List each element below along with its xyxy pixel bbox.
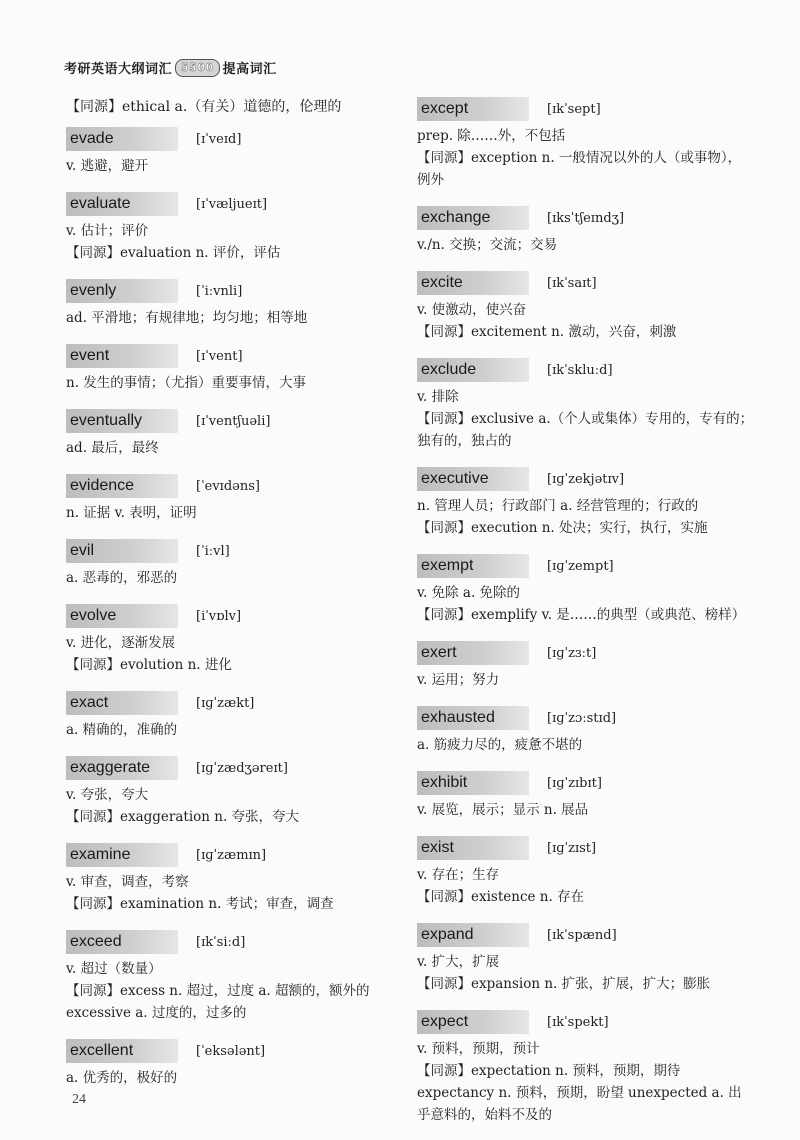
definition-line: a. 优秀的，极好的 xyxy=(66,1070,178,1086)
entry-headword-row xyxy=(417,466,757,492)
entry-headword-row xyxy=(66,408,396,434)
header-badge: 5500 xyxy=(175,59,220,77)
phonetic: [ɪɡˈzempt] xyxy=(547,558,614,574)
entry-headword-row xyxy=(66,1038,396,1064)
phonetic: [ɪkˈsiːd] xyxy=(196,934,246,950)
entry-headword-row xyxy=(66,603,396,629)
headword: evade xyxy=(66,127,178,151)
definition-line: 【同源】exclusive a.（个人或集体）专用的，专有的； xyxy=(417,411,754,427)
phonetic: [ˈevɪdəns] xyxy=(196,478,260,494)
definition-line: 【同源】execution n. 处决；实行，执行，实施 xyxy=(417,520,708,536)
vocab-entry xyxy=(66,473,396,524)
vocab-entry xyxy=(66,278,396,329)
headword: evolve xyxy=(66,604,178,628)
headword: eventually xyxy=(66,409,178,433)
right-entry-list xyxy=(417,96,757,1126)
definition-line: n. 发生的事情；（尤指）重要事情，大事 xyxy=(66,375,307,391)
headword: expect xyxy=(417,1010,529,1034)
vocab-entry xyxy=(417,835,757,908)
definition-line: v. 估计；评价 xyxy=(66,223,149,239)
vocab-entry xyxy=(66,408,396,459)
definition-line: 乎意料的，始料不及的 xyxy=(417,1107,552,1123)
entry-headword-row xyxy=(66,191,396,217)
vocab-entry xyxy=(66,690,396,741)
definition-line: v. 展览，展示；显示 n. 展品 xyxy=(417,802,589,818)
vocab-entry xyxy=(417,770,757,821)
entry-headword-row xyxy=(417,640,757,666)
definition-line: v. 逃避，避开 xyxy=(66,158,149,174)
entry-headword-row xyxy=(66,126,396,152)
headword: except xyxy=(417,97,529,121)
headword: exceed xyxy=(66,930,178,954)
definition-line: prep. 除……外，不包括 xyxy=(417,128,566,144)
definition-line: v. 排除 xyxy=(417,389,459,405)
vocab-entry xyxy=(66,755,396,828)
headword: evenly xyxy=(66,279,178,303)
definition-line: 【同源】expectation n. 预料，预期，期待 xyxy=(417,1063,681,1079)
phonetic: [ɪkˈspekt] xyxy=(547,1014,609,1030)
definition-line: v. 夸张，夸大 xyxy=(66,787,149,803)
vocab-entry xyxy=(417,205,757,256)
left-entry-list xyxy=(66,126,396,1089)
definition-line: expectancy n. 预料，预期，盼望 unexpected a. 出 xyxy=(417,1085,742,1101)
definition-line: a. 精确的，准确的 xyxy=(66,722,178,738)
definition-line: 【同源】expansion n. 扩张，扩展，扩大；膨胀 xyxy=(417,976,711,992)
definition-line: 【同源】examination n. 考试；审查，调查 xyxy=(66,896,334,912)
headword: exclude xyxy=(417,358,529,382)
definition-line: 例外 xyxy=(417,172,444,188)
vocab-entry xyxy=(66,126,396,177)
entry-headword-row xyxy=(66,842,396,868)
entry-headword-row xyxy=(66,755,396,781)
definition-line: a. 筋疲力尽的，疲惫不堪的 xyxy=(417,737,583,753)
definition-line: v. 扩大，扩展 xyxy=(417,954,500,970)
vocab-entry xyxy=(417,466,757,539)
vocab-entry xyxy=(66,603,396,676)
phonetic: [ɪɡˈzæmɪn] xyxy=(196,847,267,863)
phonetic: [ɪɡˈzækt] xyxy=(196,695,255,711)
definition-line: v. 存在；生存 xyxy=(417,867,500,883)
phonetic: [ɪkˈskluːd] xyxy=(547,362,613,378)
entry-headword-row xyxy=(417,770,757,796)
entry-headword-row xyxy=(417,96,757,122)
phonetic: [ˈiːvl] xyxy=(196,543,230,559)
phonetic: [ˈiːvnli] xyxy=(196,283,243,299)
headword: exchange xyxy=(417,206,529,230)
entry-headword-row xyxy=(66,473,396,499)
headword: evidence xyxy=(66,474,178,498)
phonetic: [ɪɡˈzɔːstɪd] xyxy=(547,710,617,726)
headword: expand xyxy=(417,923,529,947)
phonetic: [ɪɡˈzɪst] xyxy=(547,840,597,856)
vocab-entry xyxy=(417,270,757,343)
vocab-entry xyxy=(66,538,396,589)
vocab-entry xyxy=(417,640,757,691)
definition-line: 【同源】existence n. 存在 xyxy=(417,889,585,905)
entry-headword-row xyxy=(417,922,757,948)
page-number: 24 xyxy=(72,1092,86,1107)
phonetic: [ɪksˈtʃeɪndʒ] xyxy=(547,210,625,226)
vocab-entry xyxy=(417,96,757,191)
definition-line: 【同源】exaggeration n. 夸张，夸大 xyxy=(66,809,300,825)
entry-headword-row xyxy=(66,343,396,369)
right-column xyxy=(417,96,757,1140)
phonetic: [ɪˈveɪd] xyxy=(196,131,242,147)
headword: evaluate xyxy=(66,192,178,216)
headword: excite xyxy=(417,271,529,295)
definition-line: 【同源】evaluation n. 评价，评估 xyxy=(66,245,281,261)
headword: examine xyxy=(66,843,178,867)
phonetic: [ɪkˈsaɪt] xyxy=(547,275,597,291)
headword: exaggerate xyxy=(66,756,178,780)
definition-line: v. 超过（数量） xyxy=(66,961,162,977)
headword: exact xyxy=(66,691,178,715)
definition-line: v. 运用；努力 xyxy=(417,672,500,688)
definition-line: v. 使激动，使兴奋 xyxy=(417,302,527,318)
definition-line: ad. 最后，最终 xyxy=(66,440,159,456)
entry-headword-row xyxy=(417,705,757,731)
left-column xyxy=(66,96,396,1103)
phonetic: [ɪɡˈzædʒəreɪt] xyxy=(196,760,288,776)
headword: executive xyxy=(417,467,529,491)
phonetic: [ɪˈvæljueɪt] xyxy=(196,196,268,212)
definition-line: v. 进化，逐渐发展 xyxy=(66,635,176,651)
entry-headword-row xyxy=(66,929,396,955)
vocab-entry xyxy=(66,191,396,264)
leading-line: 【同源】ethical a.（有关）道德的，伦理的 xyxy=(66,99,342,115)
entry-headword-row xyxy=(417,835,757,861)
definition-line: 独有的，独占的 xyxy=(417,433,512,449)
entry-headword-row xyxy=(417,553,757,579)
definition-line: v. 免除 a. 免除的 xyxy=(417,585,521,601)
entry-headword-row xyxy=(417,357,757,383)
headword: exert xyxy=(417,641,529,665)
phonetic: [iˈvɒlv] xyxy=(196,608,242,624)
definition-line: n. 证据 v. 表明，证明 xyxy=(66,505,197,521)
vocab-entry xyxy=(66,343,396,394)
headword: exempt xyxy=(417,554,529,578)
vocab-entry xyxy=(417,705,757,756)
headword: exhibit xyxy=(417,771,529,795)
page-header xyxy=(64,58,277,77)
definition-line: n. 管理人员；行政部门 a. 经营管理的；行政的 xyxy=(417,498,699,514)
vocab-entry xyxy=(417,357,757,452)
phonetic: [ɪɡˈzekjətɪv] xyxy=(547,471,625,487)
entry-headword-row xyxy=(66,538,396,564)
definition-line: 【同源】exemplify v. 是……的典型（或典范、榜样） xyxy=(417,607,746,623)
definition-line: a. 恶毒的，邪恶的 xyxy=(66,570,178,586)
vocab-entry xyxy=(66,842,396,915)
headword: exist xyxy=(417,836,529,860)
phonetic: [ɪɡˈzɪbɪt] xyxy=(547,775,602,791)
phonetic: [ɪkˈsept] xyxy=(547,101,601,117)
header-title-prefix: 考研英语大纲词汇 xyxy=(64,62,173,77)
vocab-entry xyxy=(417,922,757,995)
vocab-entry xyxy=(417,1009,757,1126)
phonetic: [ɪkˈspænd] xyxy=(547,927,617,943)
definition-line: 【同源】excitement n. 激动，兴奋，刺激 xyxy=(417,324,677,340)
definition-line: v./n. 交换；交流；交易 xyxy=(417,237,558,253)
definition-line: 【同源】exception n. 一般情况以外的人（或事物）， xyxy=(417,150,742,166)
headword: evil xyxy=(66,539,178,563)
vocab-entry xyxy=(417,553,757,626)
definition-line: 【同源】excess n. 超过，过度 a. 超额的，额外的 xyxy=(66,983,370,999)
headword: exhausted xyxy=(417,706,529,730)
entry-headword-row xyxy=(417,205,757,231)
entry-headword-row xyxy=(66,278,396,304)
definition-line: excessive a. 过度的，过多的 xyxy=(66,1005,247,1021)
definition-line: ad. 平滑地；有规律地；均匀地；相等地 xyxy=(66,310,308,326)
definition-line: v. 审查，调查，考察 xyxy=(66,874,189,890)
phonetic: [ɪˈvent] xyxy=(196,348,243,364)
entry-headword-row xyxy=(417,270,757,296)
headword: event xyxy=(66,344,178,368)
phonetic: [ˈeksələnt] xyxy=(196,1043,266,1059)
definition-line: v. 预料，预期，预计 xyxy=(417,1041,540,1057)
definition-line: 【同源】evolution n. 进化 xyxy=(66,657,232,673)
entry-headword-row xyxy=(66,690,396,716)
phonetic: [ɪˈventʃuəli] xyxy=(196,413,271,429)
header-title-suffix: 提高词汇 xyxy=(222,62,277,77)
phonetic: [ɪɡˈzɜːt] xyxy=(547,645,597,661)
vocab-entry xyxy=(66,1038,396,1089)
vocab-entry xyxy=(66,929,396,1024)
entry-headword-row xyxy=(417,1009,757,1035)
headword: excellent xyxy=(66,1039,178,1063)
